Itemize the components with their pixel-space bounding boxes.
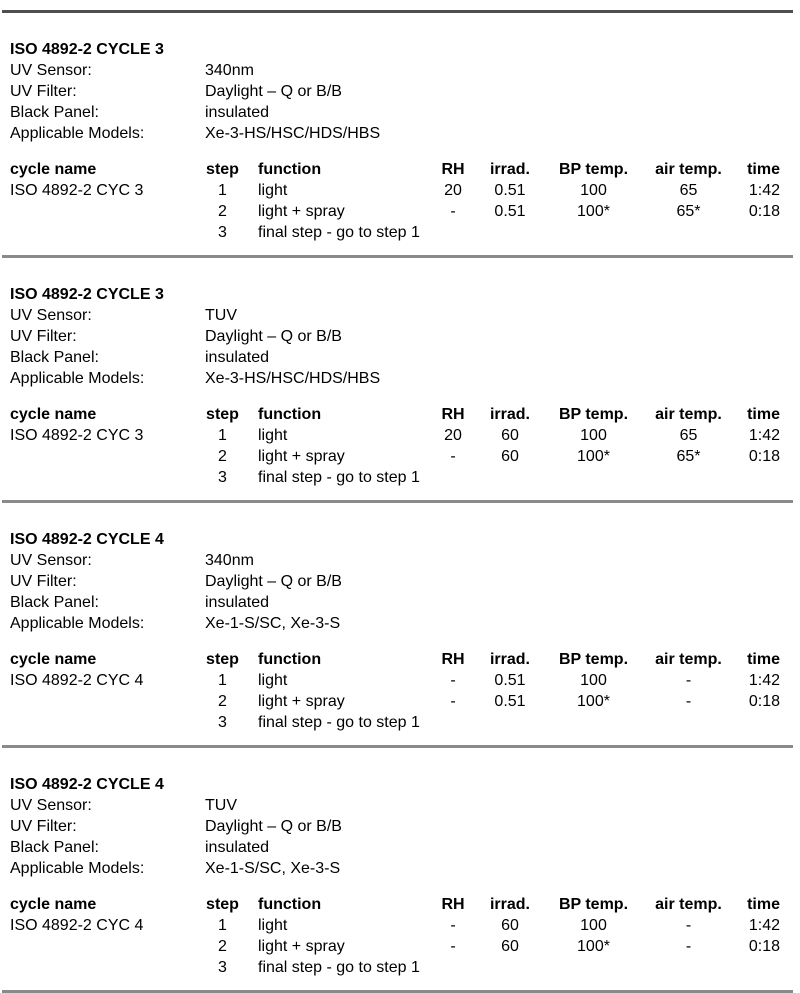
col-bp-temp: BP temp.	[558, 651, 629, 668]
cell-air-temp	[650, 222, 727, 243]
table-row	[10, 180, 780, 201]
cell-step: 2	[218, 203, 227, 220]
spec-value: insulated	[205, 839, 270, 856]
cell-air-temp: 65	[679, 427, 698, 444]
col-rh: RH	[441, 406, 465, 423]
cell-rh: -	[450, 448, 456, 465]
col-function: function	[258, 651, 322, 668]
spec-value: 340nm	[205, 552, 254, 569]
cell-time	[727, 222, 780, 243]
cell-function: light + spray	[258, 448, 345, 465]
cell-function: light + spray	[258, 203, 345, 220]
cell-cycle-name: ISO 4892-2 CYC 3	[10, 427, 144, 444]
col-bp-temp: BP temp.	[558, 896, 629, 913]
col-cycle-name: cycle name	[10, 651, 97, 668]
spec-value: TUV	[205, 307, 237, 324]
cell-rh	[423, 467, 483, 488]
cell-time: 0:18	[748, 448, 780, 465]
cell-irrad: 0.51	[494, 182, 526, 199]
cell-irrad	[483, 222, 537, 243]
cell-cycle-name	[10, 936, 205, 957]
table-header-row	[10, 649, 780, 670]
cell-step: 3	[218, 224, 227, 241]
cycle-steps-table	[10, 649, 780, 733]
section-heading: ISO 4892-2 CYCLE 4	[10, 776, 164, 793]
spec-row	[10, 123, 800, 144]
cell-time	[727, 712, 780, 733]
cell-air-temp	[650, 467, 727, 488]
table-row	[10, 201, 780, 222]
cell-bp-temp: 100	[580, 182, 607, 199]
col-step: step	[206, 161, 239, 178]
spec-row	[10, 102, 800, 123]
cell-time: 1:42	[748, 427, 780, 444]
cell-time: 1:42	[748, 672, 780, 689]
cell-function: final step - go to step 1	[258, 959, 420, 976]
spec-value: TUV	[205, 797, 237, 814]
cell-cycle-name	[10, 691, 205, 712]
cell-step: 2	[218, 938, 227, 955]
cell-bp-temp: 100	[580, 917, 607, 934]
cell-rh: 20	[444, 427, 462, 444]
spec-value: Daylight – Q or B/B	[205, 818, 342, 835]
cell-bp-temp: 100	[580, 427, 607, 444]
cell-air-temp: -	[685, 672, 692, 689]
cell-step: 1	[218, 182, 227, 199]
spec-value: 340nm	[205, 62, 254, 79]
spec-label: UV Filter:	[10, 573, 77, 590]
cell-function: final step - go to step 1	[258, 224, 420, 241]
cell-function: light	[258, 427, 288, 444]
cell-step: 3	[218, 714, 227, 731]
table-header-row	[10, 894, 780, 915]
cycle-steps-table	[10, 404, 780, 488]
col-function: function	[258, 406, 322, 423]
cell-bp-temp: 100*	[577, 203, 610, 220]
col-step: step	[206, 406, 239, 423]
col-function: function	[258, 161, 322, 178]
cell-rh	[423, 712, 483, 733]
cell-rh: -	[450, 203, 456, 220]
cell-cycle-name	[10, 467, 205, 488]
spec-label: Black Panel:	[10, 839, 99, 856]
spec-label: Black Panel:	[10, 104, 99, 121]
spec-label: Applicable Models:	[10, 125, 145, 142]
cell-function: light	[258, 672, 288, 689]
spec-label: UV Filter:	[10, 818, 77, 835]
cell-time: 1:42	[748, 182, 780, 199]
cell-cycle-name	[10, 712, 205, 733]
cell-step: 3	[218, 959, 227, 976]
col-rh: RH	[441, 651, 465, 668]
table-row	[10, 915, 780, 936]
col-bp-temp: BP temp.	[558, 161, 629, 178]
cell-irrad	[483, 712, 537, 733]
section-heading: ISO 4892-2 CYCLE 4	[10, 531, 164, 548]
cell-step: 2	[218, 693, 227, 710]
table-row	[10, 222, 780, 243]
cell-irrad: 0.51	[494, 203, 526, 220]
cell-air-temp: 65*	[676, 203, 701, 220]
spec-label: Applicable Models:	[10, 860, 145, 877]
cell-rh: -	[450, 672, 456, 689]
cell-time: 0:18	[748, 203, 780, 220]
spec-row	[10, 368, 800, 389]
spec-label: Black Panel:	[10, 349, 99, 366]
spec-list	[10, 795, 800, 879]
spec-row	[10, 571, 800, 592]
cell-rh	[423, 222, 483, 243]
spec-label: UV Sensor:	[10, 552, 92, 569]
cell-cycle-name	[10, 957, 205, 978]
cell-bp-temp: 100	[580, 672, 607, 689]
cell-irrad: 60	[501, 448, 519, 465]
spec-label: UV Filter:	[10, 83, 77, 100]
cell-bp-temp	[537, 222, 650, 243]
cell-air-temp	[650, 712, 727, 733]
section-heading: ISO 4892-2 CYCLE 3	[10, 41, 164, 58]
cell-function: light	[258, 182, 288, 199]
cycle-section-4	[0, 748, 800, 978]
cycle-section-1	[0, 13, 800, 243]
cell-bp-temp: 100*	[577, 693, 610, 710]
table-row	[10, 425, 780, 446]
cell-cycle-name: ISO 4892-2 CYC 3	[10, 182, 144, 199]
col-air-temp: air temp.	[655, 896, 722, 913]
section-heading: ISO 4892-2 CYCLE 3	[10, 286, 164, 303]
cell-air-temp: 65	[679, 182, 698, 199]
cell-air-temp: -	[685, 693, 692, 710]
cell-irrad: 0.51	[494, 693, 526, 710]
table-row	[10, 670, 780, 691]
spec-row	[10, 60, 800, 81]
col-bp-temp: BP temp.	[558, 406, 629, 423]
cell-cycle-name: ISO 4892-2 CYC 4	[10, 917, 144, 934]
spec-list	[10, 60, 800, 144]
spec-row	[10, 837, 800, 858]
col-rh: RH	[441, 896, 465, 913]
cell-irrad: 0.51	[494, 672, 526, 689]
cycle-section-2	[0, 258, 800, 488]
spec-value: insulated	[205, 594, 270, 611]
spec-label: UV Sensor:	[10, 307, 92, 324]
col-rh: RH	[441, 161, 465, 178]
col-cycle-name: cycle name	[10, 896, 97, 913]
spec-row	[10, 613, 800, 634]
cell-rh: -	[450, 917, 456, 934]
cycle-steps-table	[10, 894, 780, 978]
spec-value: Xe-3-HS/HSC/HDS/HBS	[205, 370, 381, 387]
table-header-row	[10, 404, 780, 425]
cell-air-temp: -	[685, 938, 692, 955]
spec-row	[10, 81, 800, 102]
cell-time: 0:18	[748, 693, 780, 710]
cell-bp-temp	[537, 467, 650, 488]
col-cycle-name: cycle name	[10, 161, 97, 178]
cell-step: 1	[218, 427, 227, 444]
spec-row	[10, 326, 800, 347]
spec-label: Applicable Models:	[10, 370, 145, 387]
spec-row	[10, 592, 800, 613]
col-air-temp: air temp.	[655, 651, 722, 668]
spec-value: Xe-1-S/SC, Xe-3-S	[205, 860, 341, 877]
cell-air-temp	[650, 957, 727, 978]
table-row	[10, 446, 780, 467]
cell-step: 1	[218, 672, 227, 689]
col-air-temp: air temp.	[655, 161, 722, 178]
cell-time: 0:18	[748, 938, 780, 955]
col-time: time	[747, 161, 780, 178]
cell-time	[727, 957, 780, 978]
spec-value: Daylight – Q or B/B	[205, 83, 342, 100]
cell-air-temp: -	[685, 917, 692, 934]
col-step: step	[206, 651, 239, 668]
spec-value: Daylight – Q or B/B	[205, 328, 342, 345]
table-row	[10, 712, 780, 733]
spec-row	[10, 305, 800, 326]
col-time: time	[747, 406, 780, 423]
cell-step: 2	[218, 448, 227, 465]
spec-row	[10, 816, 800, 837]
spec-row	[10, 858, 800, 879]
spec-value: Daylight – Q or B/B	[205, 573, 342, 590]
cell-irrad	[483, 957, 537, 978]
cycle-section-3	[0, 503, 800, 733]
col-irrad: irrad.	[489, 406, 530, 423]
spec-list	[10, 305, 800, 389]
cell-step: 1	[218, 917, 227, 934]
col-irrad: irrad.	[489, 896, 530, 913]
table-row	[10, 957, 780, 978]
cycle-steps-table	[10, 159, 780, 243]
spec-label: UV Sensor:	[10, 62, 92, 79]
cell-function: final step - go to step 1	[258, 469, 420, 486]
cell-rh	[423, 957, 483, 978]
cell-air-temp: 65*	[676, 448, 701, 465]
spec-value: insulated	[205, 104, 270, 121]
col-step: step	[206, 896, 239, 913]
cell-function: final step - go to step 1	[258, 714, 420, 731]
cell-cycle-name: ISO 4892-2 CYC 4	[10, 672, 144, 689]
spec-label: Applicable Models:	[10, 615, 145, 632]
cell-function: light + spray	[258, 938, 345, 955]
cell-time: 1:42	[748, 917, 780, 934]
cell-bp-temp	[537, 712, 650, 733]
cell-time	[727, 467, 780, 488]
cell-irrad: 60	[501, 917, 519, 934]
col-air-temp: air temp.	[655, 406, 722, 423]
cell-rh: -	[450, 938, 456, 955]
spec-label: Black Panel:	[10, 594, 99, 611]
spec-row	[10, 347, 800, 368]
col-cycle-name: cycle name	[10, 406, 97, 423]
table-row	[10, 936, 780, 957]
spec-label: UV Filter:	[10, 328, 77, 345]
table-row	[10, 467, 780, 488]
spec-list	[10, 550, 800, 634]
cell-bp-temp: 100*	[577, 448, 610, 465]
col-function: function	[258, 896, 322, 913]
spec-label: UV Sensor:	[10, 797, 92, 814]
cell-irrad: 60	[501, 427, 519, 444]
cell-cycle-name	[10, 201, 205, 222]
cell-irrad: 60	[501, 938, 519, 955]
cell-bp-temp	[537, 957, 650, 978]
cell-rh: 20	[444, 182, 462, 199]
col-time: time	[747, 651, 780, 668]
cell-function: light + spray	[258, 693, 345, 710]
cell-cycle-name	[10, 222, 205, 243]
cell-step: 3	[218, 469, 227, 486]
cell-cycle-name	[10, 446, 205, 467]
cell-bp-temp: 100*	[577, 938, 610, 955]
spec-value: Xe-3-HS/HSC/HDS/HBS	[205, 125, 381, 142]
col-irrad: irrad.	[489, 651, 530, 668]
cell-rh: -	[450, 693, 456, 710]
table-row	[10, 691, 780, 712]
spec-value: Xe-1-S/SC, Xe-3-S	[205, 615, 341, 632]
spec-row	[10, 795, 800, 816]
col-time: time	[747, 896, 780, 913]
document-page	[0, 10, 800, 989]
cell-irrad	[483, 467, 537, 488]
table-header-row	[10, 159, 780, 180]
col-irrad: irrad.	[489, 161, 530, 178]
spec-row	[10, 550, 800, 571]
cell-function: light	[258, 917, 288, 934]
spec-value: insulated	[205, 349, 270, 366]
